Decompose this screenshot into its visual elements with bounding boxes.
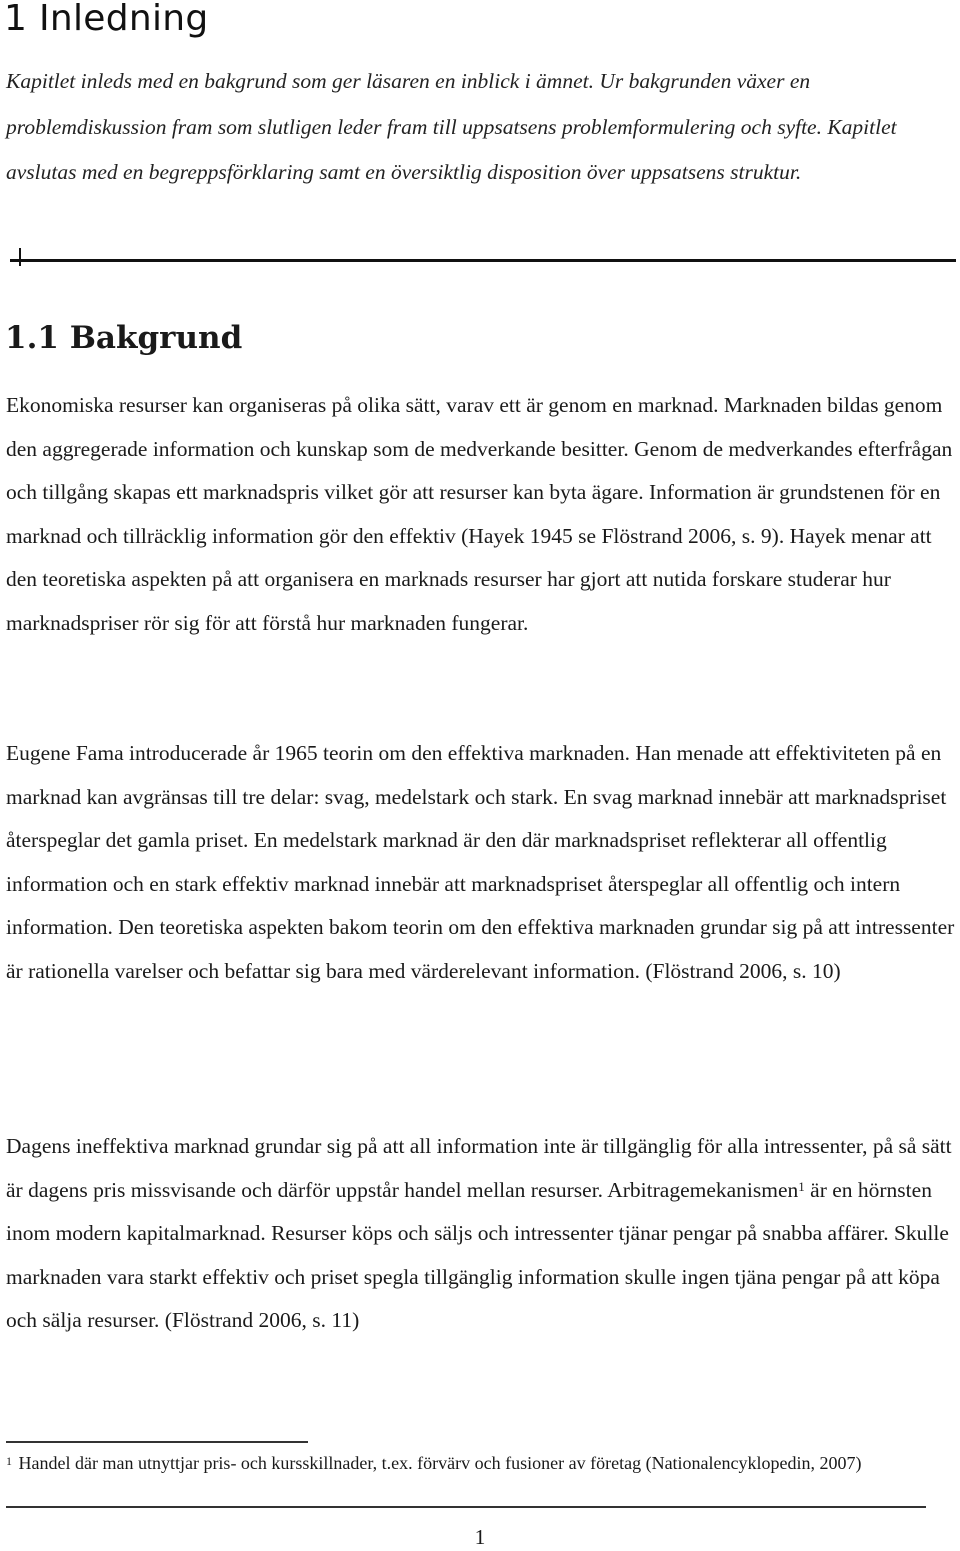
chapter-intro: Kapitlet inleds med en bakgrund som ger läsaren en inblick i ämnet. Ur bakgrunden växer en problemdiskussion fram som slutligen leder fram till uppsatsens problemformulering och syfte. Kapitlet avslutas med en begreppsförklaring samt en översiktlig disposition över uppsatsens struktur. bbox=[6, 69, 897, 184]
section-divider bbox=[10, 259, 956, 262]
footnote-number: 1 bbox=[6, 1454, 12, 1468]
section-rule-marker bbox=[10, 248, 30, 268]
footnote-text: Handel där man utnyttjar pris- och kursskillnader, t.ex. förvärv och fusioner av företag (Nationalencyklopedin, 2007) bbox=[14, 1453, 862, 1473]
body-paragraph-1: Ekonomiska resurser kan organiseras på olika sätt, varav ett är genom en marknad. Marknaden bildas genom den aggregerade information och kunskap som de medverkande besitter. Genom de medverkandes efterfrågan och tillgång skapas ett marknadspris vilket gör att resurser kan byta ägare. Information är grundstenen för en marknad och tillräcklig information gör den effektiv (Hayek 1945 se Flöstrand 2006, s. 9). Hayek menar att den teoretiska aspekten på att organisera en marknads resurser har gjort att nutida forskare studerar hur marknadspriser rör sig för att förstå hur marknaden fungerar. bbox=[6, 393, 953, 635]
footnote-separator bbox=[6, 1441, 308, 1443]
page-number: 1 bbox=[474, 1525, 486, 1549]
paragraph-3-text-start: Dagens ineffektiva marknad grundar sig på att all information inte är tillgänglig för alla intressenter, på så sätt är dagens pris missvisande och därför uppstår handel mellan resurser. Arbitragemekanismen bbox=[6, 1134, 952, 1202]
footnote-reference[interactable]: 1 bbox=[798, 1178, 805, 1194]
section-title: 1.1 Bakgrund bbox=[5, 320, 243, 356]
footnote bbox=[6, 1452, 956, 1475]
paragraph-3-text-end: är en hörnsten inom modern kapitalmarknad. Resurser köps och säljs och intressenter tjänar pengar på snabba affärer. Skulle marknaden vara starkt effektiv och priset spegla tillgänglig information skulle ingen tjäna pengar på att köpa och sälja resurser. (Flöstrand 2006, s. 11) bbox=[6, 1177, 949, 1333]
page-footer-rule bbox=[6, 1506, 926, 1508]
chapter-title: 1 Inledning bbox=[4, 0, 209, 39]
body-paragraph-2: Eugene Fama introducerade år 1965 teorin om den effektiva marknaden. Han menade att effektiviteten på en marknad kan avgränsas till tre delar: svag, medelstark och stark. En svag marknad innebär att marknadspriset återspeglar det gamla priset. En medelstark marknad är den där marknadspriset reflekterar all offentlig information och en stark effektiv marknad innebär att marknadspriset återspeglar all offentlig och intern information. Den teoretiska aspekten bakom teorin om den effektiva marknaden grundar sig på att intressenter är rationella varelser och befattar sig bara med värderelevant information. (Flöstrand 2006, s. 10) bbox=[6, 741, 955, 983]
body-paragraph-3 bbox=[6, 1125, 958, 1343]
